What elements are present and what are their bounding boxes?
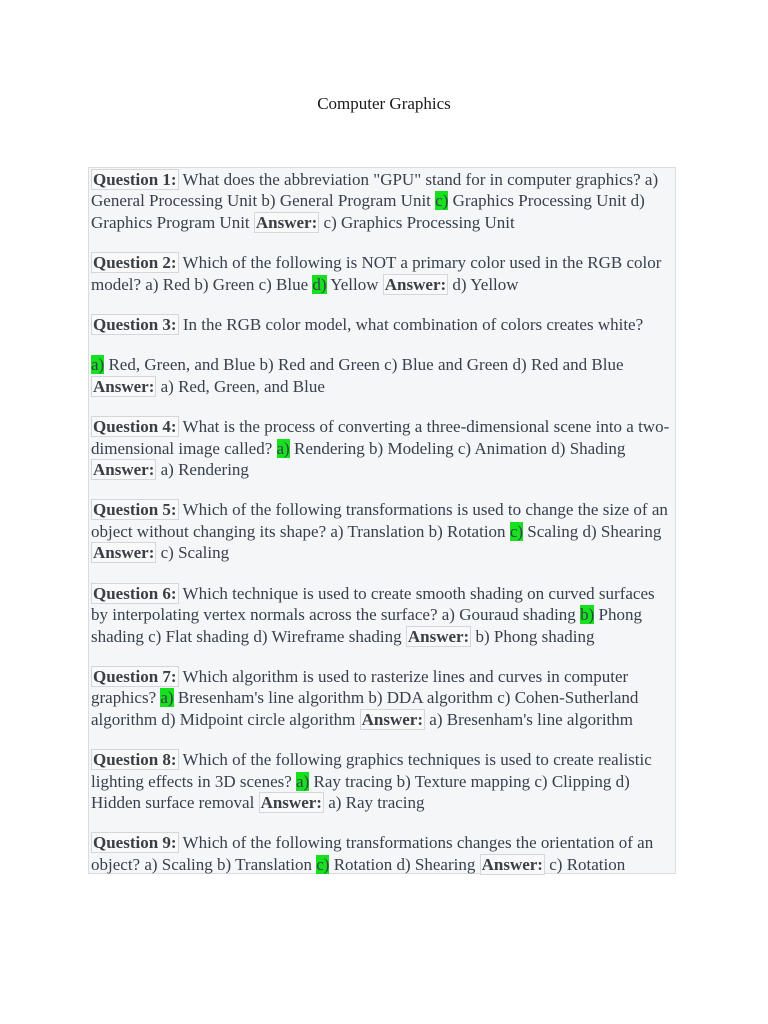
question-paragraph [91,252,675,295]
answer-text: c) Rotation [549,854,626,874]
answer-text: a) Bresenham's line algorithm [429,709,633,729]
question-label: Question 3: [93,315,177,335]
answer-label: Answer: [93,376,155,396]
question-item-8 [91,749,675,813]
question-options: Graphics Processing Unit d) Graphics Program Unit [91,191,645,232]
question-paragraph [91,666,675,730]
question-text: Which algorithm is used to rasterize lines and curves in computer graphics? [91,666,629,708]
answer-text: c) Graphics Processing Unit [323,212,515,232]
highlighted-option: a) [91,355,105,375]
question-paragraph [91,314,675,335]
question-text: What does the abbreviation "GPU" stand for in computer graphics? a) General Processing Unit b) General Program Unit [91,170,659,211]
question-options: Ray tracing b) Texture mapping c) Clipping d) Hidden surface removal [91,771,630,812]
answer-label: Answer: [481,854,543,874]
question-label: Question 2: [93,253,177,273]
answer-label: Answer: [93,460,155,480]
answer-text: d) Yellow [452,274,519,294]
question-label: Question 9: [93,833,177,853]
question-label: Question 5: [93,500,177,520]
document-title: Computer Graphics [317,94,451,113]
highlighted-option: c) [509,521,524,541]
question-options: Bresenham's line algorithm b) DDA algorithm c) Cohen-Sutherland algorithm d) Midpoint circle algorithm [91,688,639,729]
question-item-4 [91,416,675,480]
highlighted-option: c) [316,854,330,874]
answer-text: a) Red, Green, and Blue [160,376,325,396]
question-paragraph [91,583,675,647]
highlighted-option: a) [276,438,290,458]
question-options-paragraph [91,354,675,397]
question-options: Rotation d) Shearing [333,854,476,874]
question-text: In the RGB color model, what combination of colors creates white? [182,315,644,335]
question-text: Which technique is used to create smooth shading on curved surfaces by interpolating vertex normals across the surface? a) Gouraud shading [91,583,655,625]
question-label: Question 1: [93,170,177,189]
answer-label: Answer: [407,626,470,646]
question-options: Yellow [330,274,379,294]
question-label: Question 8: [93,750,177,770]
question-label: Question 4: [93,417,177,437]
answer-label: Answer: [93,543,155,563]
question-label: Question 6: [93,583,177,603]
answer-label: Answer: [384,274,447,294]
question-label: Question 7: [93,666,177,686]
question-item-3 [91,314,675,397]
highlighted-option: c) [435,191,449,211]
highlighted-option: d) [312,274,327,294]
question-text: Which of the following transformations is used to change the size of an object without changing its shape? a) Translation b) Rotation [91,500,668,541]
question-options: Red, Green, and Blue b) Red and Green c) Blue and Green d) Red and Blue [108,355,624,375]
question-item-6 [91,583,675,647]
highlighted-option: b) [580,605,595,625]
answer-text: a) Ray tracing [328,792,425,812]
answer-label: Answer: [255,212,318,232]
question-paragraph [91,499,675,563]
question-paragraph [91,416,675,480]
question-text: Which of the following is NOT a primary color used in the RGB color model? a) Red b) Green c) Blue [91,253,662,294]
question-item-2 [91,252,675,295]
question-text: Which of the following transformations changes the orientation of an object? a) Scaling b) Translation [91,833,654,874]
question-item-7 [91,666,675,730]
question-text: What is the process of converting a three-dimensional scene into a two-dimensional image called? [91,417,670,458]
question-options: Scaling d) Shearing [527,521,662,541]
question-item-1 [91,169,675,233]
answer-text: a) Rendering [160,460,249,480]
highlighted-option: a) [160,688,174,708]
question-list [88,167,676,874]
answer-text: c) Scaling [160,543,230,563]
answer-text: b) Phong shading [475,626,595,646]
answer-label: Answer: [260,792,322,812]
question-options: Phong shading c) Flat shading d) Wireframe shading [91,605,642,646]
answer-label: Answer: [361,709,424,729]
highlighted-option: a) [296,771,310,791]
question-text: Which of the following graphics techniques is used to create realistic lighting effects in 3D scenes? [91,750,652,791]
question-item-9 [91,832,675,875]
question-paragraph [91,832,675,875]
question-options: Rendering b) Modeling c) Animation d) Shading [293,438,626,458]
question-paragraph [91,169,675,233]
question-item-5 [91,499,675,563]
question-paragraph [91,749,675,813]
